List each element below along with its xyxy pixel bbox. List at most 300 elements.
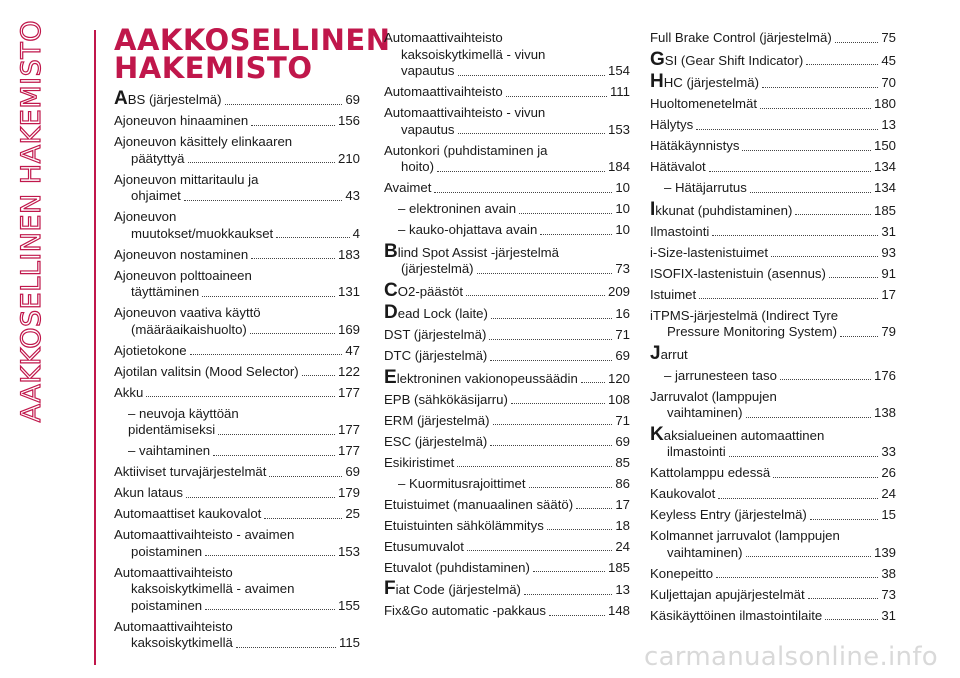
index-entry-text: Jarruvalot (lamppujen — [650, 388, 777, 404]
index-initial-letter: A — [114, 88, 128, 109]
index-entry-line — [114, 581, 360, 598]
index-page-number[interactable]: 111 — [609, 84, 630, 99]
index-page-number[interactable]: 75 — [881, 30, 896, 45]
index-entry[interactable] — [384, 497, 630, 514]
dot-leader — [302, 375, 335, 376]
index-entry[interactable] — [650, 566, 896, 583]
index-entry[interactable] — [114, 406, 360, 439]
index-entry[interactable] — [650, 507, 896, 524]
index-entry[interactable] — [114, 134, 360, 167]
index-entry-text: Avaimet — [384, 180, 432, 195]
dot-leader — [524, 594, 612, 595]
index-entry-line — [384, 84, 630, 101]
index-entry[interactable] — [384, 392, 630, 409]
index-entry-line — [650, 308, 896, 325]
index-page-number[interactable]: 69 — [615, 348, 630, 363]
index-page-number[interactable]: 45 — [881, 52, 896, 68]
index-entry-line — [384, 240, 630, 262]
dot-leader — [251, 258, 335, 259]
index-page-number[interactable]: 156 — [337, 113, 360, 128]
index-entry-line — [384, 63, 630, 80]
index-entry-text: Ajoneuvon hinaaminen — [114, 113, 249, 128]
index-entry-line — [650, 486, 896, 503]
index-entry-line — [384, 261, 630, 278]
index-entry-text: Hätävalot — [650, 159, 706, 174]
index-entry[interactable] — [650, 245, 896, 262]
index-entry[interactable] — [384, 84, 630, 101]
dot-leader — [742, 150, 871, 151]
index-entry-line — [114, 247, 360, 264]
dot-leader — [457, 466, 612, 467]
index-entry-line — [384, 539, 630, 556]
index-page-number[interactable]: 108 — [607, 391, 630, 407]
index-entry-line — [384, 434, 630, 451]
index-entry-text: Huoltomenetelmät — [650, 96, 758, 111]
index-entry-line — [650, 342, 896, 364]
dot-leader — [225, 104, 343, 105]
index-entry-text: SI (Gear Shift Indicator) — [664, 52, 804, 68]
index-entry[interactable] — [650, 198, 896, 220]
index-page-number[interactable]: 79 — [881, 324, 896, 339]
dot-leader — [146, 396, 335, 397]
index-entry-line — [650, 405, 896, 422]
dot-leader — [437, 171, 605, 172]
index-entry-line — [114, 226, 360, 243]
index-page-number[interactable]: 26 — [881, 465, 896, 480]
index-page-number[interactable]: 70 — [881, 75, 896, 90]
dot-leader — [458, 133, 605, 134]
index-entry-line — [384, 392, 630, 409]
index-entry[interactable] — [384, 366, 630, 388]
index-entry[interactable] — [384, 180, 630, 197]
index-entry[interactable] — [384, 434, 630, 451]
dot-leader — [718, 498, 878, 499]
index-entry-text: Automaattiset kaukovalot — [114, 506, 262, 521]
index-page-number[interactable]: 24 — [881, 486, 896, 501]
index-entry-line — [384, 476, 630, 493]
index-entry-text: vapautus — [401, 121, 455, 137]
dot-leader — [576, 508, 612, 509]
index-entry[interactable] — [650, 486, 896, 503]
dot-leader — [202, 296, 335, 297]
dot-leader — [186, 497, 335, 498]
index-entry-text: Full Brake Control (järjestelmä) — [650, 30, 832, 45]
dot-leader — [750, 192, 871, 193]
index-entry[interactable] — [114, 88, 360, 109]
index-entry[interactable] — [650, 48, 896, 70]
index-initial-letter: B — [384, 240, 398, 262]
index-page-number[interactable]: 131 — [337, 284, 360, 299]
index-entry-line — [384, 603, 630, 620]
index-entry-text: aksialueinen automaattinen — [663, 427, 825, 443]
index-entry-text: – elektroninen avain — [398, 201, 517, 216]
index-entry-text: Ilmastointi — [650, 223, 710, 239]
index-entry[interactable] — [384, 105, 630, 138]
dot-leader — [251, 125, 335, 126]
index-entry-text: Ajoneuvon mittaritaulu ja — [114, 171, 259, 187]
index-page-number[interactable]: 138 — [873, 405, 896, 420]
index-entry[interactable] — [114, 619, 360, 652]
index-initial-letter: H — [650, 71, 664, 92]
index-entry-text: vaihtaminen) — [667, 405, 743, 420]
index-page-number[interactable]: 169 — [337, 321, 360, 337]
index-entry-line — [384, 413, 630, 430]
index-entry[interactable] — [650, 30, 896, 47]
index-entry-text: – neuvoja käyttöän — [128, 405, 239, 421]
index-page-number[interactable]: 115 — [338, 635, 360, 650]
index-entry-line — [384, 222, 630, 239]
index-page-number[interactable]: 183 — [337, 246, 360, 262]
index-entry[interactable] — [384, 560, 630, 577]
index-initial-letter: E — [384, 366, 397, 388]
index-column-1 — [114, 86, 360, 656]
dot-leader — [477, 273, 613, 274]
index-entry[interactable] — [650, 117, 896, 134]
index-entry[interactable] — [114, 385, 360, 402]
index-page-number[interactable]: 18 — [615, 517, 630, 533]
index-entry[interactable] — [650, 465, 896, 482]
index-entry[interactable] — [114, 565, 360, 615]
index-page-number[interactable]: 69 — [345, 92, 360, 107]
index-entry-text: ERM (järjestelmä) — [384, 412, 490, 428]
index-entry-line — [650, 48, 896, 70]
index-entry[interactable] — [384, 222, 630, 239]
index-entry-line — [114, 527, 360, 544]
index-entry-line — [650, 117, 896, 134]
index-entry[interactable] — [114, 343, 360, 360]
index-page-number[interactable]: 85 — [615, 454, 630, 470]
index-entry-text: Ajoneuvon nostaminen — [114, 246, 249, 262]
index-entry-text: Hätäkäynnistys — [650, 138, 740, 153]
index-entry-line — [114, 172, 360, 189]
index-entry-text: ESC (järjestelmä) — [384, 433, 488, 449]
index-page-number[interactable]: 69 — [345, 464, 360, 479]
index-entry-line — [650, 71, 896, 92]
index-page-number[interactable]: 155 — [337, 597, 360, 613]
index-page-number[interactable]: 24 — [615, 538, 630, 554]
index-page-number[interactable]: 134 — [873, 180, 896, 195]
index-entry-text: Pressure Monitoring System) — [667, 324, 838, 339]
index-entry-line — [384, 578, 630, 599]
dot-leader — [840, 336, 878, 337]
index-initial-letter: G — [650, 48, 665, 70]
index-entry-text: vapautus — [401, 63, 455, 78]
index-page-number[interactable]: 10 — [615, 180, 630, 195]
dot-leader — [746, 556, 871, 557]
index-entry[interactable] — [650, 266, 896, 283]
index-page-number[interactable]: 153 — [607, 121, 630, 137]
dot-leader — [276, 237, 349, 238]
index-entry-line — [650, 30, 896, 47]
index-entry[interactable] — [384, 603, 630, 620]
index-entry-text: i-Size-lastenistuimet — [650, 244, 768, 260]
index-entry-line — [384, 47, 630, 64]
index-page-number[interactable]: 150 — [873, 138, 896, 153]
index-entry-text: poistaminen — [131, 543, 203, 559]
index-entry[interactable] — [114, 527, 360, 560]
index-entry-line — [650, 465, 896, 482]
index-entry[interactable] — [650, 159, 896, 176]
index-entry-text: kaksoiskytkimellä — [131, 635, 233, 650]
index-page-number[interactable]: 10 — [615, 201, 630, 216]
index-initial-letter: J — [650, 342, 661, 364]
index-page-number[interactable]: 71 — [615, 327, 630, 342]
index-page-number[interactable]: 33 — [881, 444, 896, 459]
index-entry[interactable] — [114, 364, 360, 381]
index-entry-line — [650, 180, 896, 197]
index-entry-text: Aktiiviset turvajärjestelmät — [114, 464, 267, 479]
dot-leader — [729, 456, 879, 457]
index-page-number[interactable]: 86 — [615, 475, 630, 491]
index-entry-line — [384, 327, 630, 344]
index-entry-line — [384, 497, 630, 514]
index-entry-text: lind Spot Assist -järjestelmä — [397, 244, 559, 260]
index-entry[interactable] — [650, 528, 896, 561]
index-column-2 — [384, 30, 630, 624]
index-entry-text: Automaattivaihteisto — [114, 564, 233, 580]
index-entry-text: Istuimet — [650, 286, 697, 302]
index-entry[interactable] — [650, 96, 896, 113]
index-entry[interactable] — [650, 180, 896, 197]
index-entry-text: – Hätäjarrutus — [664, 180, 747, 195]
index-initial-letter: I — [650, 198, 656, 220]
index-entry[interactable] — [384, 302, 630, 323]
index-entry-text: Kuljettajan apujärjestelmät — [650, 586, 805, 602]
index-entry[interactable] — [650, 368, 896, 385]
index-page-number[interactable]: 120 — [607, 370, 630, 386]
index-entry[interactable] — [114, 172, 360, 205]
index-page-number[interactable]: 17 — [615, 496, 630, 512]
index-entry[interactable] — [384, 455, 630, 472]
index-page-number[interactable]: 13 — [615, 582, 630, 597]
index-entry-text: Etuistuimet (manuaalinen säätö) — [384, 496, 574, 512]
index-page-number[interactable]: 179 — [337, 485, 360, 500]
index-entry[interactable] — [114, 485, 360, 502]
index-entry-line — [114, 422, 360, 439]
page-title — [114, 23, 391, 85]
index-entry[interactable] — [650, 138, 896, 155]
index-page-number[interactable]: 153 — [337, 543, 360, 559]
index-entry[interactable] — [650, 308, 896, 341]
index-entry-text: Autonkori (puhdistaminen ja — [384, 142, 548, 158]
index-entry-line — [114, 113, 360, 130]
index-entry[interactable] — [650, 287, 896, 304]
index-entry[interactable] — [384, 327, 630, 344]
watermark: carmanualsonline.info — [643, 642, 938, 672]
index-entry[interactable] — [650, 587, 896, 604]
index-page-number[interactable]: 25 — [345, 506, 360, 521]
index-entry-text: DTC (järjestelmä) — [384, 348, 488, 363]
index-page-number[interactable]: 4 — [352, 225, 360, 241]
index-entry-line — [650, 528, 896, 545]
index-entry[interactable] — [650, 608, 896, 625]
dot-leader — [213, 455, 335, 456]
index-entry[interactable] — [384, 201, 630, 218]
index-entry[interactable] — [114, 305, 360, 338]
index-page-number[interactable]: 71 — [615, 412, 630, 428]
index-entry[interactable] — [384, 348, 630, 365]
index-page-number[interactable]: 16 — [615, 306, 630, 321]
index-entry-text: kkunat (puhdistaminen) — [655, 202, 793, 218]
index-page-number[interactable]: 210 — [337, 150, 360, 166]
index-entry-text: iTPMS-järjestelmä (Indirect Tyre — [650, 307, 839, 323]
index-page-number[interactable]: 69 — [615, 433, 630, 449]
index-page-number[interactable]: 209 — [607, 283, 630, 299]
index-entry-line — [384, 518, 630, 535]
index-page-number[interactable]: 122 — [337, 363, 360, 379]
index-entry-text: Kolmannet jarruvalot (lamppujen — [650, 528, 840, 543]
index-page-number[interactable]: 91 — [881, 265, 896, 281]
index-entry-line — [384, 279, 630, 301]
index-column-3 — [650, 30, 896, 629]
index-entry[interactable] — [384, 476, 630, 493]
index-entry-text: Akun lataus — [114, 485, 183, 500]
dot-leader — [699, 298, 878, 299]
index-entry[interactable] — [650, 71, 896, 92]
index-entry[interactable] — [384, 240, 630, 278]
dot-leader — [529, 487, 613, 488]
index-entry[interactable] — [650, 224, 896, 241]
dot-leader — [434, 192, 612, 193]
index-page-number[interactable]: 139 — [873, 544, 896, 560]
index-entry[interactable] — [114, 113, 360, 130]
index-page-number[interactable]: 93 — [881, 244, 896, 260]
vertical-divider — [94, 30, 96, 665]
index-entry-line — [384, 560, 630, 577]
index-entry-text: Fix&Go automatic -pakkaus — [384, 603, 546, 618]
index-entry-line — [650, 198, 896, 220]
dot-leader — [808, 598, 879, 599]
index-entry[interactable] — [384, 518, 630, 535]
index-entry-line — [650, 287, 896, 304]
index-page-number[interactable]: 184 — [607, 159, 630, 174]
index-page-number[interactable]: 177 — [337, 384, 360, 400]
index-page-number[interactable]: 134 — [873, 159, 896, 174]
index-page-number[interactable]: 31 — [881, 223, 896, 239]
index-entry-text: ead Lock (laite) — [397, 306, 488, 321]
index-entry-text: ISOFIX-lastenistuin (asennus) — [650, 265, 826, 281]
index-page-number[interactable]: 38 — [881, 565, 896, 581]
index-entry-line — [114, 209, 360, 226]
index-entry-line — [650, 96, 896, 113]
index-entry[interactable] — [114, 506, 360, 523]
index-page-number[interactable]: 177 — [337, 443, 360, 458]
index-page-number[interactable]: 185 — [873, 202, 896, 218]
dot-leader — [712, 235, 878, 236]
index-entry-line — [384, 180, 630, 197]
index-entry-text: – Kuormitusrajoittimet — [398, 475, 526, 491]
index-entry-line — [114, 464, 360, 481]
index-entry-line — [650, 224, 896, 241]
index-entry-text: Automaattivaihteisto - avaimen — [114, 527, 295, 542]
index-page-number[interactable]: 13 — [881, 117, 896, 132]
dot-leader — [250, 333, 335, 334]
index-entry-line — [114, 322, 360, 339]
index-entry-text: hoito) — [401, 159, 434, 174]
index-entry-text: vaihtaminen) — [667, 544, 743, 560]
index-entry-line — [650, 566, 896, 583]
index-page-number[interactable]: 176 — [873, 367, 896, 383]
index-entry-line — [114, 151, 360, 168]
index-entry[interactable] — [384, 143, 630, 176]
index-page-number[interactable]: 31 — [881, 607, 896, 623]
index-page-number[interactable]: 73 — [881, 586, 896, 602]
index-page-number[interactable]: 47 — [345, 342, 360, 358]
index-page-number[interactable]: 154 — [607, 63, 630, 78]
index-entry-text: kaksoiskytkimellä - avaimen — [131, 581, 295, 596]
index-entry[interactable] — [114, 443, 360, 460]
index-entry-text: ilmastointi — [667, 444, 726, 459]
index-entry-text: HC (järjestelmä) — [663, 75, 759, 90]
index-entry-text: – jarrunesteen taso — [664, 367, 777, 383]
dot-leader — [205, 609, 335, 610]
index-page-number[interactable]: 73 — [615, 261, 630, 276]
index-entry-text: Automaattivaihteisto — [384, 84, 503, 99]
index-entry-line — [650, 444, 896, 461]
index-page-number[interactable]: 15 — [881, 507, 896, 522]
page-title-line: HAKEMISTO — [114, 51, 313, 85]
index-page-number[interactable]: 177 — [337, 422, 360, 437]
index-page-number[interactable]: 17 — [881, 286, 896, 302]
dot-leader — [490, 360, 612, 361]
index-page-number[interactable]: 148 — [607, 603, 630, 618]
index-entry[interactable] — [384, 279, 630, 301]
dot-leader — [810, 519, 879, 520]
dot-leader — [825, 619, 878, 620]
index-entry-text: – vaihtaminen — [128, 443, 211, 458]
dot-leader — [549, 615, 605, 616]
index-entry-line — [114, 565, 360, 582]
dot-leader — [205, 555, 335, 556]
index-entry-line — [384, 159, 630, 176]
index-entry-text: Ajotietokone — [114, 342, 187, 358]
index-entry-text: arrut — [660, 346, 688, 362]
index-entry-line — [114, 544, 360, 561]
index-entry[interactable] — [650, 423, 896, 461]
index-entry[interactable] — [384, 413, 630, 430]
index-entry-line — [384, 348, 630, 365]
index-initial-letter: K — [650, 423, 664, 445]
index-entry-line — [384, 302, 630, 323]
index-entry-line — [384, 201, 630, 218]
dot-leader — [190, 354, 343, 355]
dot-leader — [218, 434, 335, 435]
index-entry-line — [650, 545, 896, 562]
index-entry[interactable] — [114, 464, 360, 481]
index-entry-text: Akku — [114, 384, 144, 400]
index-entry-text: kaksoiskytkimellä - vivun — [401, 46, 546, 62]
dot-leader — [489, 339, 612, 340]
index-page-number[interactable]: 180 — [873, 96, 896, 111]
dot-leader — [264, 518, 342, 519]
index-page-number[interactable]: 10 — [615, 222, 630, 237]
index-entry[interactable] — [114, 209, 360, 242]
index-page-number[interactable]: 185 — [607, 559, 630, 575]
index-entry[interactable] — [384, 578, 630, 599]
index-entry[interactable] — [650, 389, 896, 422]
index-entry[interactable] — [650, 342, 896, 364]
index-entry[interactable] — [114, 247, 360, 264]
index-page-number[interactable]: 43 — [345, 188, 360, 203]
index-entry[interactable] — [384, 539, 630, 556]
dot-leader — [760, 108, 871, 109]
dot-leader — [236, 647, 336, 648]
index-entry[interactable] — [384, 30, 630, 80]
dot-leader — [773, 477, 878, 478]
index-entry-line — [384, 143, 630, 160]
index-entry[interactable] — [114, 268, 360, 301]
index-entry-line — [650, 266, 896, 283]
